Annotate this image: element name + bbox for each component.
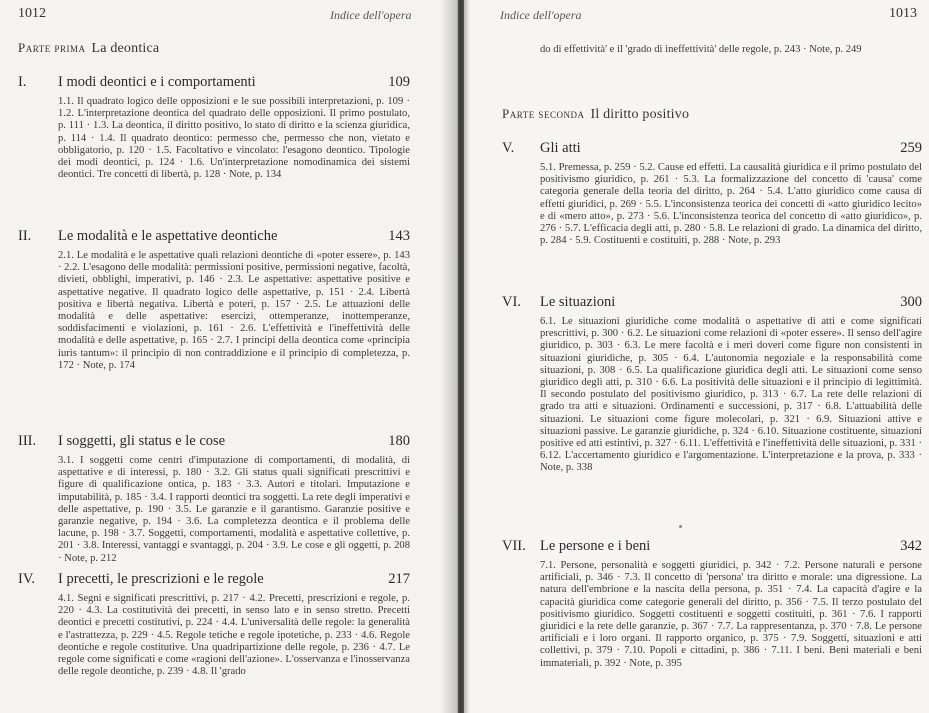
part-label: Parte prima — [18, 40, 86, 55]
chapter-5 — [502, 140, 922, 247]
chapter-number: III. — [18, 433, 37, 449]
chapter-title: Le persone e i beni — [540, 538, 651, 554]
chapter-contents: 5.1. Premessa, p. 259 · 5.2. Cause ed effetti. La causalità giuridica e il primo postulato del positivismo giuridico, p. 261 · 5.3. La formalizzazione del concetto di 'causa' come categoria generale della teoria del diritto, p. 264 · 5.4. L'atto giuridico come causa di effetti giuridici, p. 269 · 5.5. L'inconsistenza teorica dei concetti di «atto giuridico lecito» e di «mero atto», p. 273 · 5.6. L'inconsistenza teorica del concetto di «atto giuridico», p. 276 · 5.7. L'efficacia degli atti, p. 280 · 5.8. Le relazioni di grado. La dinamica del diritto, p. 284 · 5.9. Costituenti e costituiti, p. 288 · Note, p. 293 — [540, 162, 922, 247]
chapter-4 — [18, 571, 410, 678]
chapter-page: 180 — [388, 433, 410, 449]
chapter-3 — [18, 433, 410, 565]
part-heading — [18, 40, 159, 57]
chapter-page: 143 — [388, 228, 410, 244]
chapter-heading — [502, 538, 922, 556]
chapter-title: Gli atti — [540, 140, 581, 156]
chapter-number: IV. — [18, 571, 36, 587]
chapter-page: 217 — [388, 571, 410, 587]
chapter-page: 259 — [900, 140, 922, 156]
chapter-7 — [502, 538, 922, 670]
chapter-heading — [502, 294, 922, 312]
chapter-title: I precetti, le prescrizioni e le regole — [58, 571, 264, 587]
running-head: Indice dell'opera — [330, 8, 412, 22]
chapter-title: Le modalità e le aspettative deontiche — [58, 228, 278, 244]
part-title: La deontica — [91, 41, 160, 56]
chapter-heading — [18, 433, 410, 451]
page-number: 1013 — [889, 6, 917, 21]
chapter-contents: 6.1. Le situazioni giuridiche come modalità o aspettative di atti e come significati prescrittivi, p. 300 · 6.2. Le situazioni come relazioni di «poter essere». Il senso dell'agire giuridico, p. 303 · 6.3. Le mere facoltà e i meri doveri come figure non consistenti in situazioni giuridiche, p. 305 · 6.4. L'autonomia negoziale e la responsabilità come situazioni, p. 308 · 6.5. La qualificazione giuridica degli atti. Le situazioni come senso giuridico degli atti, p. 310 · 6.6. La positività delle situazioni e il principio di legittimità. Il secondo postulato del positivismo giuridico, p. 313 · 6.7. La rete delle relazioni di grado tra atti e situazioni. Ordinamenti e successioni, p. 317 · 6.8. L'attuabilità delle situazioni. Le situazioni come figure molecolari, p. 321 · 6.9. Situazioni attive e situazioni passive. Le garanzie giuridiche, p. 324 · 6.10. Situazione costituente, situazioni positive ed atti estintivi, p. 327 · 6.11. L'effettività e l'ineffettività delle situazioni, p. 331 · 6.12. L'accertamento giuridico e l'argomentazione. L'interpretazione e la prova, p. 333 · Note, p. 338 — [540, 316, 922, 474]
chapter-title: I modi deontici e i comportamenti — [58, 74, 256, 90]
chapter-heading — [18, 228, 410, 246]
chapter-number: I. — [18, 74, 27, 90]
chapter-title: I soggetti, gli status e le cose — [58, 433, 226, 449]
part-label: Parte seconda — [502, 106, 585, 121]
page-number: 1012 — [18, 6, 46, 21]
chapter-contents: 4.1. Segni e significati prescrittivi, p. 217 · 4.2. Precetti, prescrizioni e regole, p. 220 · 4.3. La costitutività dei precetti, in senso lato e in senso stretto. Precetti deontici e precetti costitutivi, p. 224 · 4.4. L'universalità delle regole: la generalità e l'astrattezza, p. 229 · 4.5. Regole tetiche e regole ipotetiche, p. 233 · 4.6. Regole deontiche e regole costitutive. Una quadripartizione delle regole, p. 236 · 4.7. Le regole come significati e come «ragioni dell'azione». L'osservanza e l'inosservanza delle regole deontiche, p. 239 · 4.8. Il 'grado — [58, 593, 410, 678]
chapter-heading — [502, 140, 922, 158]
running-head: Indice dell'opera — [500, 8, 582, 22]
left-page — [0, 0, 458, 713]
chapter-title: Le situazioni — [540, 294, 616, 310]
chapter-page: 109 — [388, 74, 410, 90]
chapter-heading — [18, 571, 410, 589]
chapter-number: II. — [18, 228, 32, 244]
chapter-6 — [502, 294, 922, 475]
chapter-contents: 3.1. I soggetti come centri d'imputazione di comportamenti, di modalità, di aspettative e di interessi, p. 180 · 3.2. Gli status quali significati prescrittivi e figure di qualificazione ontica, p. 183 · 3.3. Autori e titolari. Imputazione e imputabilità, p. 185 · 3.4. I rapporti deontici tra soggetti. La rete degli imperativi e delle aspettative, p. 190 · 3.5. Le garanzie e il garantismo. Garanzie positive e garanzie negative, p. 194 · 3.6. La completezza deontica e il problema delle lacune, p. 198 · 3.7. Soggetti, comportamenti, modalità e aspettative collettive, p. 201 · 3.8. Interessi, vantaggi e svantaggi, p. 204 · 3.9. Le cose e gli oggetti, p. 208 · Note, p. 212 — [58, 455, 410, 564]
chapter-number: VI. — [502, 294, 521, 310]
part-title: Il diritto positivo — [590, 107, 690, 122]
ink-dot — [679, 525, 682, 528]
continued-text: do di effettività' e il 'grado di ineffettività' delle regole, p. 243 · Note, p. 249 — [540, 44, 862, 55]
chapter-contents: 1.1. Il quadrato logico delle opposizioni e le sue possibili interpretazioni, p. 109 · 1.2. L'interpretazione deontica del quadrato delle opposizioni. Il primo postulato, p. 111 · 1.3. La deontica, il diritto positivo, lo stato di diritto e la scienza giuridica, p. 114 · 1.4. Il quadrato deontico: permesso che, permesso che non, vietato e obbligatorio, p. 120 · 1.5. Facoltativo e vincolato: l'esagono deontico. Tipologie dei modi deontici, p. 124 · 1.6. Un'interpretazione nomodinamica dei sistemi deontici. Tre concetti di libertà, p. 128 · Note, p. 134 — [58, 96, 410, 181]
chapter-page: 342 — [900, 538, 922, 554]
chapter-2 — [18, 228, 410, 372]
chapter-number: V. — [502, 140, 515, 156]
book-gutter — [440, 0, 470, 713]
right-page — [464, 0, 929, 713]
chapter-contents: 7.1. Persone, personalità e soggetti giuridici, p. 342 · 7.2. Persone naturali e persone artificiali, p. 346 · 7.3. Il concetto di 'persona' tra diritto e morale: una digressione. La natura dell'embrione e la nascita della persona, p. 351 · 7.4. La capacità d'agire e la capacità giuridica come categorie generali del diritto, p. 356 · 7.5. Il terzo postulato del positivismo giuridico. Soggetti costituenti e soggetti costituiti, p. 361 · 7.6. I rapporti giuridici e la rete delle garanzie, p. 367 · 7.7. La rappresentanza, p. 370 · 7.8. Le persone artificiali e i loro organi. Il rapporto organico, p. 375 · 7.9. Soggetti, situazioni e atti collettivi, p. 379 · 7.10. Popoli e cittadini, p. 386 · 7.11. I beni. Beni materiali e beni immateriali, p. 392 · Note, p. 395 — [540, 560, 922, 669]
chapter-1 — [18, 74, 410, 181]
chapter-page: 300 — [900, 294, 922, 310]
chapter-number: VII. — [502, 538, 526, 554]
part-heading — [502, 106, 689, 123]
chapter-contents: 2.1. Le modalità e le aspettative quali relazioni deontiche di «poter essere», p. 143 · 2.2. L'esagono delle modalità: permissioni positive, permissioni negative, facoltà, divieti, obblighi, imperativi, p. 146 · 2.3. Le aspettative: aspettative positive e aspettative negative. Il quadrato logico delle aspettative, p. 151 · 2.4. Libertà positiva e libertà negativa. Libertà e poteri, p. 157 · 2.5. Le attuazioni delle modalità e delle aspettative: esercizi, ottemperanze, inottemperanze, soddisfacimenti e violazioni, p. 161 · 2.6. L'effettività e l'ineffettività delle modalità e delle aspettative, p. 165 · 2.7. I principi della deontica come «principia iuris tantum»: il principio di non contraddizione e il principio di completezza, p. 172 · Note, p. 174 — [58, 250, 411, 371]
chapter-heading — [18, 74, 410, 92]
